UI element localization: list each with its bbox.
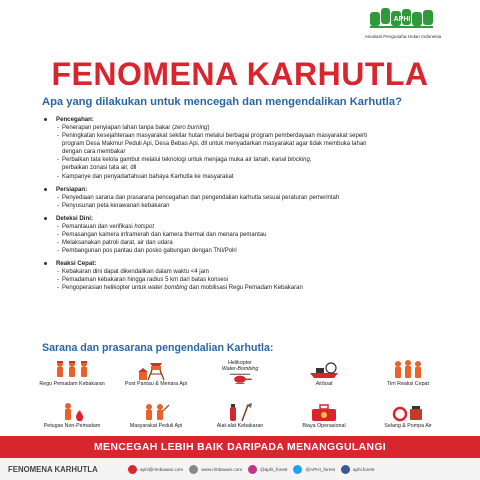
fire-officer-icon bbox=[52, 401, 92, 423]
section-reaksi-cepat bbox=[50, 260, 450, 292]
bullet-dot bbox=[44, 262, 47, 265]
email-icon bbox=[128, 465, 137, 474]
list-item: - Kebakaran dini dapat dikendalikan dalam waktu <4 jam bbox=[57, 269, 209, 276]
facility-label: Petugas Non-Pemadam bbox=[43, 423, 101, 429]
footer-twitter[interactable]: @APHI_forest bbox=[293, 465, 334, 474]
facility-label: Selang & Pompa Air bbox=[384, 423, 432, 429]
measures-list bbox=[50, 116, 450, 298]
footer-instagram[interactable]: @aphi_forest bbox=[248, 465, 287, 474]
list-item: - Pengoperasian helikopter untuk water bombing dan mobilisasi Regu Pemadam Kebakaran bbox=[57, 285, 303, 292]
facilities-row bbox=[30, 399, 450, 441]
section-title: Pencegahan: bbox=[56, 116, 94, 123]
facility-item bbox=[198, 399, 282, 441]
facility-item bbox=[366, 399, 450, 441]
footer-brand: FENOMENA KARHUTLA bbox=[8, 464, 98, 474]
list-item: - Kampanye dan penyadartahuan bahaya Karhutla ke masyarakat bbox=[57, 173, 234, 180]
facilities-title: Sarana dan prasarana pengendalian Karhutla: bbox=[42, 342, 274, 354]
section-pencegahan bbox=[50, 116, 450, 181]
facility-label: Tim Reaksi Cepat bbox=[387, 381, 429, 387]
slogan-banner bbox=[0, 436, 480, 458]
svg-text:APHI: APHI bbox=[393, 16, 411, 23]
firefighter-team-icon bbox=[52, 359, 92, 381]
facility-item bbox=[198, 357, 282, 399]
section-persiapan bbox=[50, 186, 450, 210]
facility-label-italic: Water-Bombing bbox=[221, 366, 259, 372]
aphi-logo bbox=[348, 8, 458, 42]
instagram-icon bbox=[248, 465, 257, 474]
list-item: - Penerapan penyiapan lahan tanpa bakar (zero burning) bbox=[57, 125, 210, 131]
facility-item bbox=[114, 357, 198, 399]
helicopter-icon bbox=[220, 372, 260, 388]
facility-item bbox=[30, 399, 114, 441]
facility-item bbox=[30, 357, 114, 399]
facility-item bbox=[282, 357, 366, 399]
facility-label: Airboat bbox=[315, 381, 333, 387]
list-item: - Peningkatan kesejahteraan masyarakat sekitar hutan melalui berbagai program pemberdayaan masyarakat seperti program Desa Makmur Peduli Api, Desa Bebas Api, dll untuk menyadarkan masyarakat agar tidak membuka lahan dengan cara membakar bbox=[57, 133, 368, 156]
section-deteksi-dini bbox=[50, 215, 450, 255]
page-title: FENOMENA KARHUTLA bbox=[51, 56, 429, 92]
footer-bar bbox=[0, 458, 480, 480]
facilities-row bbox=[30, 357, 450, 399]
list-item: - Penyusunan peta kerawanan kebakaran bbox=[57, 202, 170, 209]
bullet-dot bbox=[44, 118, 47, 121]
bullet-dot bbox=[44, 217, 47, 220]
facility-item bbox=[282, 399, 366, 441]
footer-facebook[interactable]: aphi.forest bbox=[341, 465, 374, 474]
footer-website[interactable]: www.rimbawan.com bbox=[189, 465, 242, 474]
list-item: - Melaksanakan patroli darat, air dan udara bbox=[57, 240, 173, 247]
list-item: - Penyediaan sarana dan prasarana pencegahan dan pengendalian karhutla sesuai peraturan pemerintah bbox=[57, 194, 340, 201]
facility-label: Post Pantau & Menara Api bbox=[124, 381, 188, 387]
web-icon bbox=[189, 465, 198, 474]
airboat-icon bbox=[304, 359, 344, 381]
fire-equipment-icon bbox=[220, 401, 260, 423]
list-item: - Perbaikan tata kelola gambut melalui teknologi untuk menjaga muka air tanah, kanal blocking, perbaikan zonasi tata air, dll bbox=[57, 157, 312, 172]
trees-logo-icon bbox=[368, 8, 438, 32]
list-item: - Pemadaman kebakaran hingga radius 5 km dari batas konsesi bbox=[57, 277, 229, 284]
operational-cost-icon bbox=[304, 401, 344, 423]
hose-pump-icon bbox=[388, 401, 428, 423]
facility-item bbox=[114, 399, 198, 441]
slogan-text: MENCEGAH LEBIH BAIK DARIPADA MENANGGULANGI bbox=[93, 441, 386, 453]
watch-tower-icon bbox=[136, 359, 176, 381]
footer-email[interactable]: aphi@rimbawan.com bbox=[128, 465, 183, 474]
facility-label: Biaya Operasional bbox=[302, 423, 346, 429]
logo-caption: Asosiasi Pengusaha Hutan Indonesia bbox=[364, 34, 442, 39]
page-subtitle: Apa yang dilakukan untuk mencegah dan mengendalikan Karhutla? bbox=[42, 96, 402, 108]
facebook-icon bbox=[341, 465, 350, 474]
facility-label: Regu Pemadam Kebakaran bbox=[39, 381, 105, 387]
facilities-grid bbox=[30, 357, 450, 441]
section-title: Reaksi Cepat: bbox=[56, 260, 97, 268]
facility-label: Helikopter bbox=[228, 360, 252, 366]
bullet-dot bbox=[44, 188, 47, 191]
facility-label: Alat-alat Kebakaran bbox=[216, 423, 264, 429]
community-icon bbox=[136, 401, 176, 423]
section-title: Persiapan: bbox=[56, 185, 88, 193]
list-item: - Pembangunan pos pantau dan posko gabungan dengan TNI/Polri bbox=[57, 248, 237, 255]
list-item: - Pemasangan kamera inframerah dan kamera thermal dan menara pemantau bbox=[57, 231, 267, 238]
twitter-icon bbox=[293, 465, 302, 474]
rapid-team-icon bbox=[388, 359, 428, 381]
facility-item bbox=[366, 357, 450, 399]
facility-label: Masyarakat Peduli Api bbox=[129, 423, 183, 429]
section-title: Deteksi Dini: bbox=[56, 214, 93, 222]
list-item: - Pemantauan dan verifikasi hotspot bbox=[57, 223, 155, 230]
